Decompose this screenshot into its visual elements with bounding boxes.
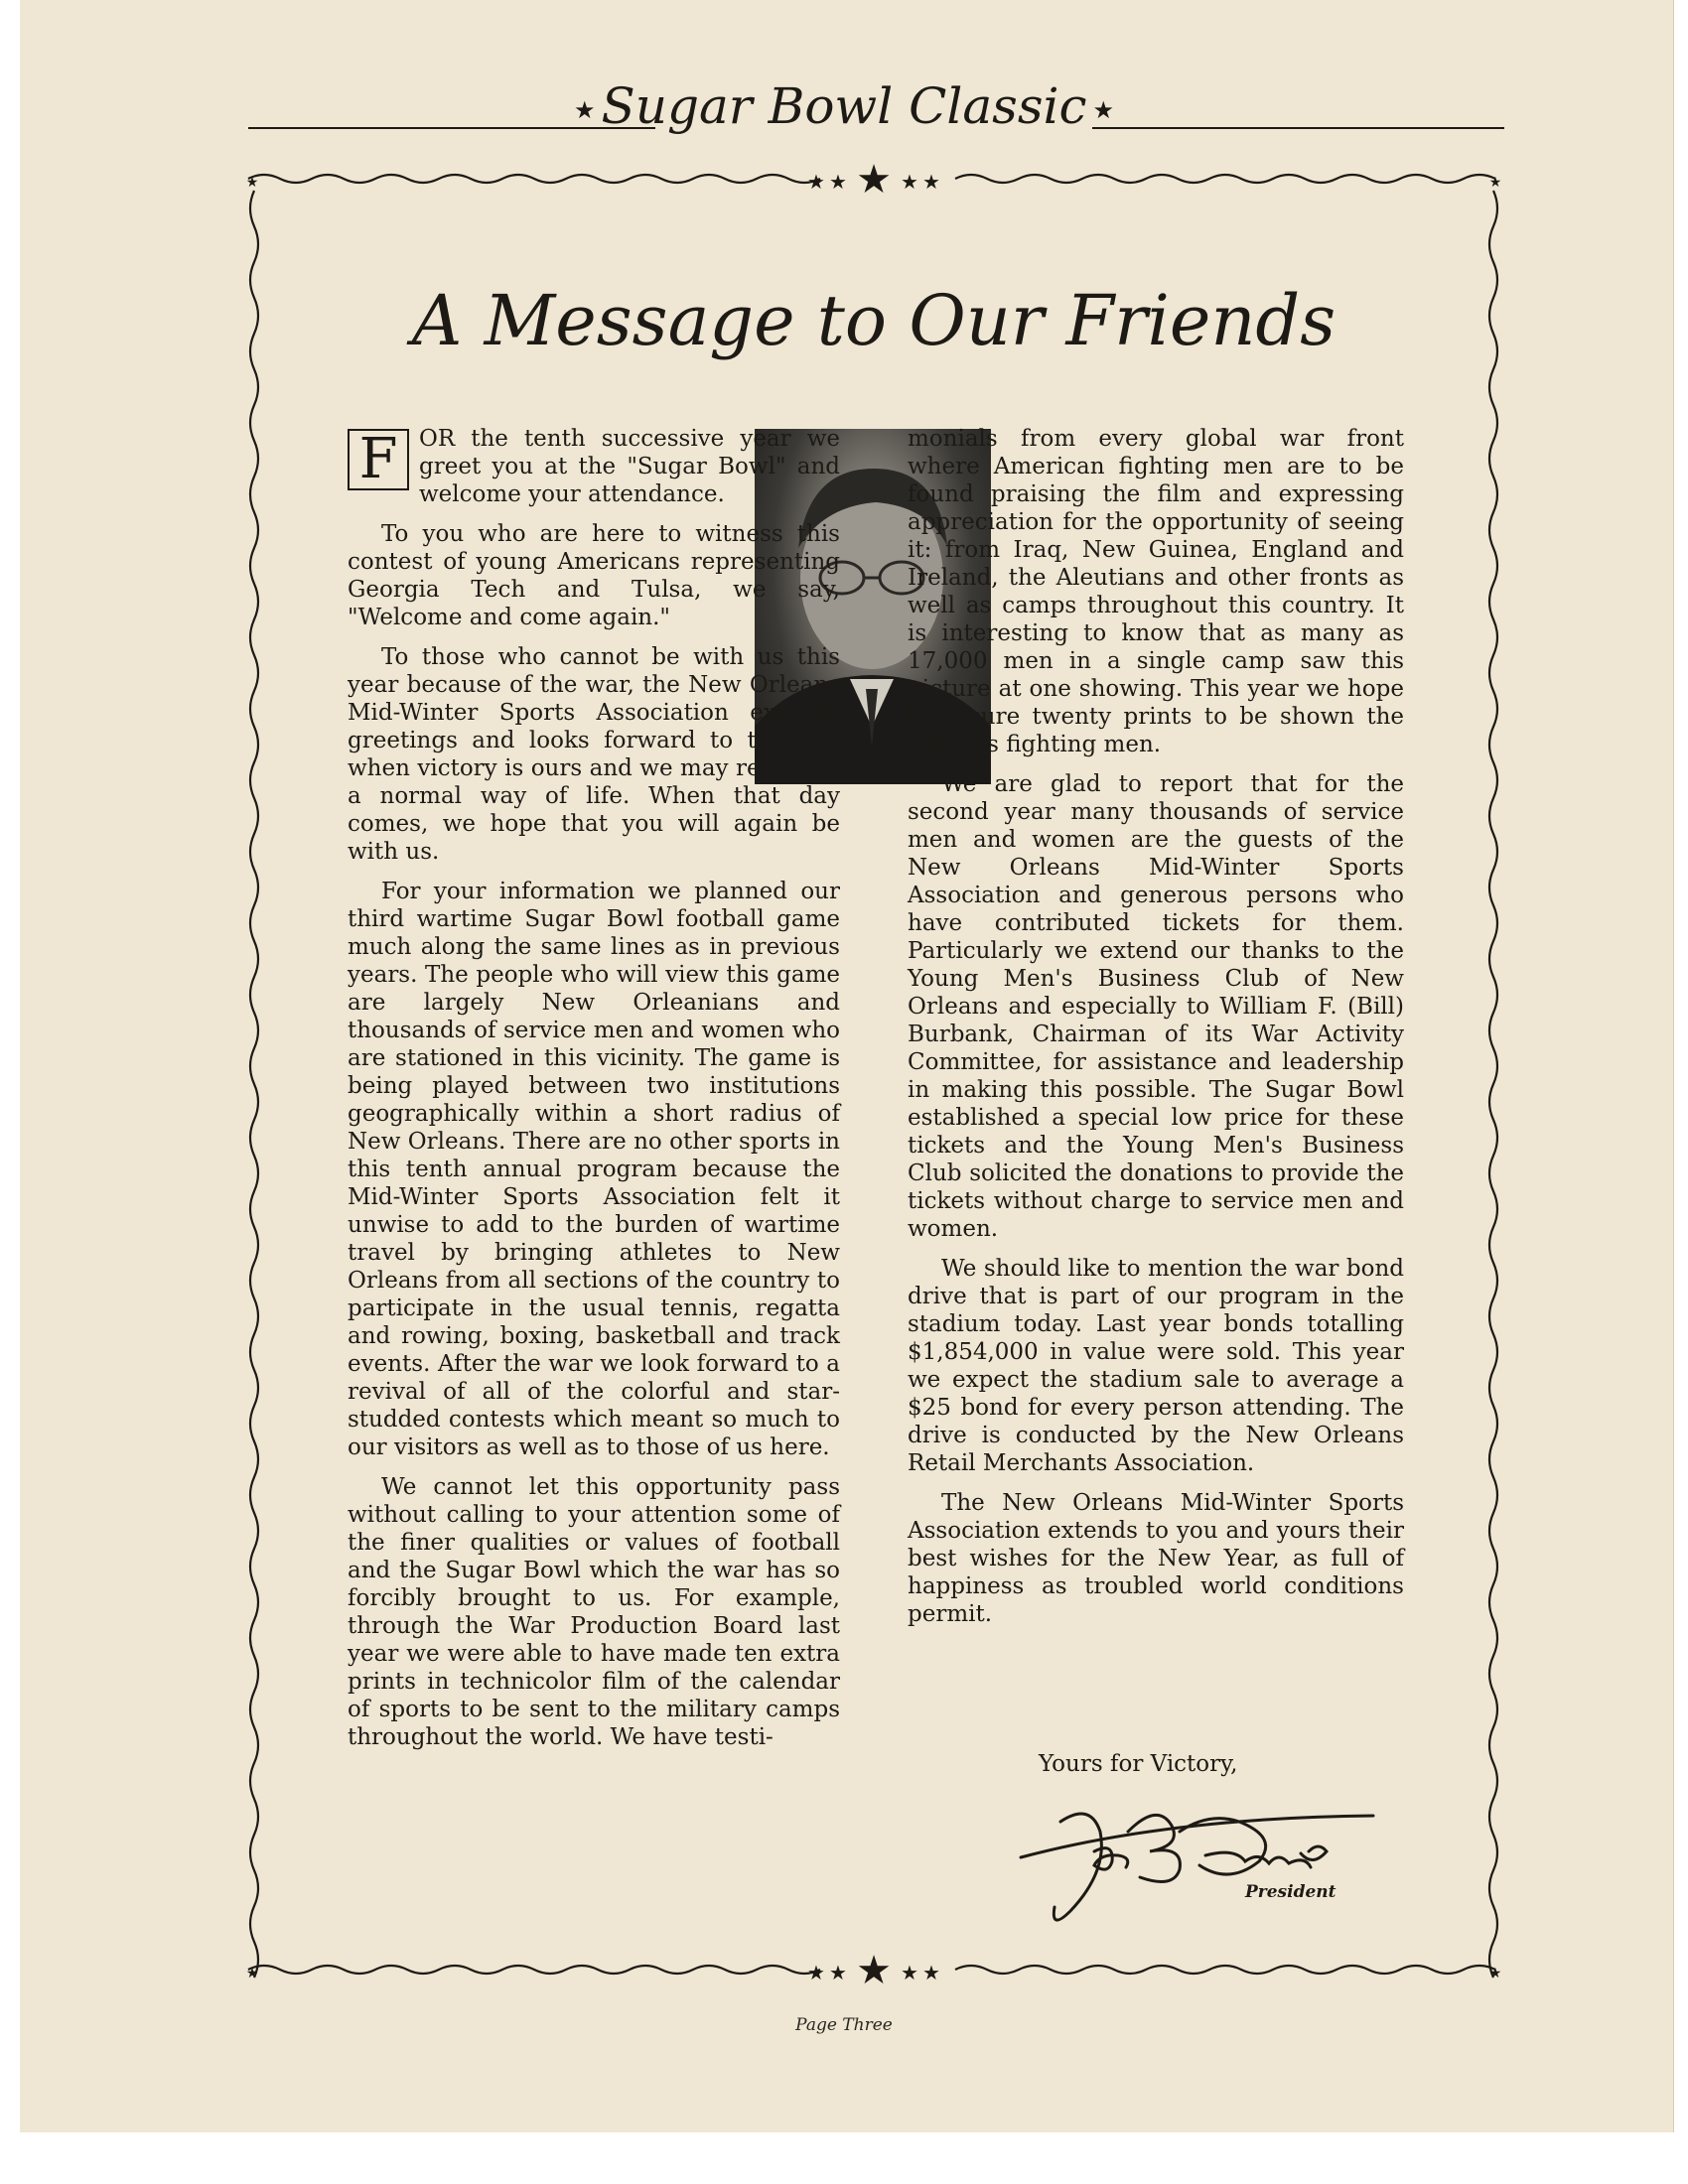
paragraph: We should like to mention the war bond drive that is part of our program in the stadium today. Last year bonds totalling $1,854,000 in value were sold. This year we expect the stadium sale to average a $25 bond for every person attending. The drive is conducted by the New Orleans Retail Merchants Association. <box>908 1256 1404 1476</box>
paragraph: The New Orleans Mid-Winter Sports Association extends to you and yours their best wishes for the New Year, as full of happiness as troubled world conditions permit. <box>908 1490 1404 1627</box>
signer-title: President <box>1245 1882 1336 1902</box>
left-column <box>348 425 840 1763</box>
page-margin <box>20 2132 1673 2184</box>
svg-text:★: ★ <box>922 170 940 194</box>
paragraph: We are glad to report that for the second year many thousands of service men and women are the guests of the New Orleans Mid-Winter Sports Association and generous persons who have contributed tickets for them. Particularly we extend our thanks to the Young Men's Business Club of New Orleans and especially to William F. (Bill) Burbank, Chairman of its War Activity Committee, for assistance and leadership in making this possible. The Sugar Bowl established a special low price for these tickets and the Young Men's Business Club solicited the donations to provide the tickets without charge to service men and women. <box>908 771 1404 1242</box>
svg-text:★: ★ <box>901 1961 918 1984</box>
svg-text:★: ★ <box>1488 175 1502 191</box>
star-icon: ★ <box>574 96 596 124</box>
svg-text:★: ★ <box>829 1961 847 1984</box>
closing-line: Yours for Victory, <box>1039 1751 1238 1777</box>
svg-text:★: ★ <box>829 170 847 194</box>
svg-text:★: ★ <box>807 1961 825 1984</box>
svg-text:★: ★ <box>807 170 825 194</box>
star-icon: ★ <box>1092 96 1114 124</box>
svg-text:★: ★ <box>922 1961 940 1984</box>
right-column <box>908 425 1404 1640</box>
page-number: Page Three <box>795 2015 893 2035</box>
paragraph: To you who are here to witness this contest of young Americans representing Georgia Tech and Tulsa, we say, "Welcome and come again." <box>348 521 840 630</box>
paragraph: We cannot let this opportunity pass without calling to your attention some of the finer qualities or values of football and the Sugar Bowl which the war has so forcibly brought to us. For example, through the War Production Board last year we were able to have made ten extra prints in technicolor film of the calendar of sports to be sent to the military camps throughout the world. We have testi- <box>348 1474 840 1750</box>
paragraph: F OR the tenth successive year we greet you at the "Sugar Bowl" and welcome your attendance. <box>348 425 840 508</box>
drop-cap: F <box>348 429 409 490</box>
header-title: Sugar Bowl Classic <box>601 77 1087 135</box>
paragraph: For your information we planned our third wartime Sugar Bowl football game much along the same lines as in previous years. The people who will view this game are largely New Orleanians and thousands of service men and women who are stationed in this vicinity. The game is being played between two institutions geographically within a short radius of New Orleans. There are no other sports in this tenth annual program because the Mid-Winter Sports Association felt it unwise to add to the burden of wartime travel by bringing athletes to New Orleans from all sections of the country to participate in the usual tennis, regatta and rowing, boxing, basketball and track events. After the war we look forward to a revival of all of the colorful and star-studded contests which meant so much to our visitors as well as to those of us here. <box>348 879 840 1460</box>
paragraph: To those who cannot be with us this year because of the war, the New Orleans Mid-Winter Sports Association extends greetings and looks forward to the day when victory is ours and we may return to a normal way of life. When that day comes, we hope that you will again be with us. <box>348 644 840 865</box>
svg-text:★: ★ <box>245 175 259 191</box>
signature <box>1011 1792 1388 1925</box>
page-title: A Message to Our Friends <box>411 280 1336 361</box>
svg-text:★: ★ <box>1488 1966 1502 1981</box>
header <box>0 77 1688 135</box>
svg-text:★: ★ <box>245 1966 259 1981</box>
svg-text:★: ★ <box>856 157 892 203</box>
svg-text:★: ★ <box>856 1948 892 1993</box>
paragraph: monials from every global war front where American fighting men are to be found praising the film and expressing appreciation for the opportunity of seeing it: from Iraq, New Guinea, England and Ireland, the Aleutians and other fronts as well as camps throughout this country. It is interesting to know that as many as 17,000 men in a single camp saw this picture at one showing. This year we hope to secure twenty prints to be shown the nation's fighting men. <box>908 426 1404 757</box>
svg-text:★: ★ <box>901 170 918 194</box>
